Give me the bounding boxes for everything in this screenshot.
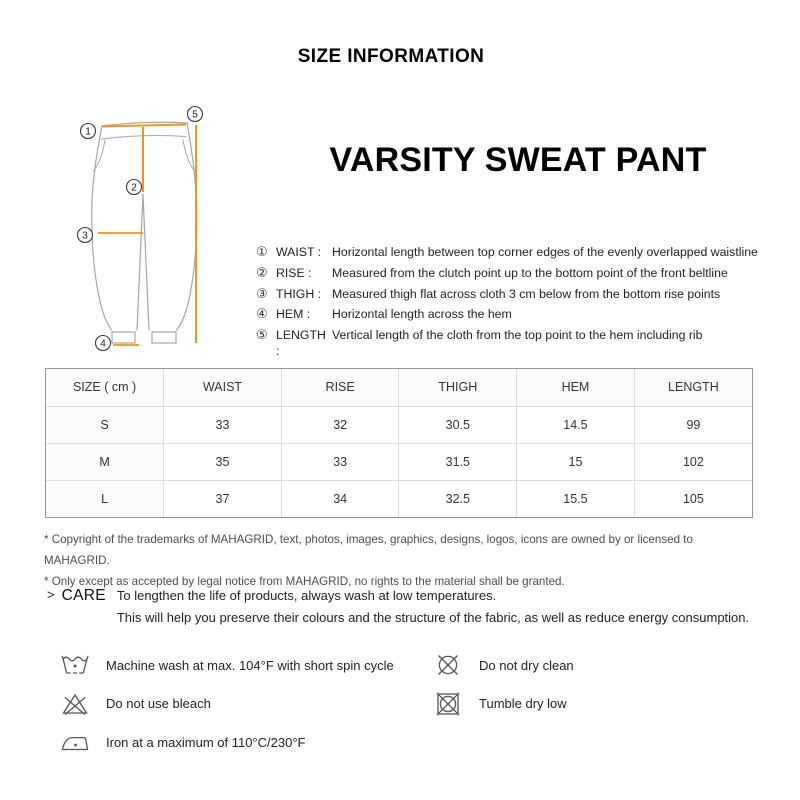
size-cell: M	[46, 443, 164, 480]
footnote-rights: * Only except as accepted by legal notice from MAHAGRID, no rights to the material shall be granted.	[44, 575, 565, 588]
table-row	[46, 406, 752, 443]
care-item-label: Do not use bleach	[106, 696, 211, 712]
value-cell: 105	[634, 480, 752, 517]
care-description	[117, 585, 749, 628]
tumble-dry-low-icon	[433, 691, 466, 717]
measurement-def-rise	[256, 265, 762, 286]
measurement-lines	[98, 125, 196, 346]
measurement-description: Horizontal length between top corner edges of the evenly overlapped waistline	[332, 245, 758, 259]
col-header-thigh: THIGH	[399, 369, 517, 406]
care-item-label: Machine wash at max. 104°F with short spin cycle	[106, 657, 394, 673]
circled-4: ④	[256, 306, 268, 322]
measurement-label: LENGTH :	[276, 328, 326, 359]
care-description-line: This will help you preserve their colours and the structure of the fabric, as well as reduce energy consumption.	[116, 609, 750, 625]
marker-1: 1	[85, 126, 91, 138]
value-cell: 33	[281, 443, 399, 480]
size-table-wrap	[45, 368, 753, 518]
care-item-label: Tumble dry low	[479, 696, 567, 712]
care-item-do-not-dry-clean	[433, 646, 763, 685]
measurement-description: Horizontal length across the hem	[332, 307, 512, 322]
care-section	[47, 585, 760, 628]
col-header-size: SIZE ( cm )	[46, 369, 164, 406]
measurement-def-waist	[256, 244, 762, 265]
circled-3: ③	[256, 285, 268, 301]
value-cell: 14.5	[517, 406, 635, 443]
care-title: CARE	[61, 587, 106, 604]
size-cell: S	[46, 406, 164, 443]
col-header-length: LENGTH	[634, 369, 752, 406]
col-header-waist: WAIST	[164, 369, 282, 406]
measurement-label: RISE :	[276, 265, 312, 280]
page-title: SIZE INFORMATION	[297, 46, 485, 67]
value-cell: 30.5	[399, 406, 517, 443]
measurement-definitions	[256, 244, 762, 359]
value-cell: 32	[281, 406, 399, 443]
value-cell: 15	[517, 443, 635, 480]
care-item-label: Iron at a maximum of 110°C/230°F	[106, 734, 306, 750]
value-cell: 34	[281, 480, 399, 517]
value-cell: 31.5	[399, 443, 517, 480]
measurement-label: WAIST :	[276, 245, 322, 259]
measurement-def-thigh	[256, 286, 762, 307]
circled-5: ⑤	[256, 327, 268, 343]
care-heading	[47, 585, 106, 628]
measurement-def-length	[256, 327, 762, 359]
value-cell: 102	[634, 443, 752, 480]
table-row	[46, 443, 752, 480]
table-row	[46, 480, 752, 517]
value-cell: 35	[164, 443, 282, 480]
machine-wash-icon	[60, 652, 93, 678]
chevron-right-icon: >	[47, 587, 55, 602]
care-item-machine-wash	[60, 646, 430, 685]
care-description-line: To lengthen the life of products, always wash at low temperatures.	[116, 588, 497, 603]
footnotes	[44, 529, 760, 592]
marker-5: 5	[192, 109, 198, 121]
measurement-label: THIGH :	[276, 286, 322, 301]
care-column-left	[60, 646, 430, 762]
do-not-bleach-icon	[60, 691, 93, 717]
product-name: VARSITY SWEAT PANT	[329, 141, 707, 179]
size-cell: L	[46, 480, 164, 517]
footnote-copyright: * Copyright of the trademarks of MAHAGRID, text, photos, images, graphics, designs, logos, icons are owned by or licensed to MAHAGRID.	[44, 533, 693, 567]
do-not-dry-clean-icon	[433, 652, 466, 678]
col-header-hem: HEM	[517, 369, 635, 406]
value-cell: 37	[164, 480, 282, 517]
col-header-rise: RISE	[281, 369, 399, 406]
marker-2: 2	[131, 182, 137, 194]
size-table-header-row	[46, 369, 752, 406]
value-cell: 15.5	[517, 480, 635, 517]
marker-4: 4	[100, 338, 106, 350]
iron-icon	[60, 729, 93, 755]
measurement-description: Measured thigh flat across cloth 3 cm below from the bottom rise points	[332, 286, 721, 301]
measurement-label: HEM :	[276, 307, 311, 322]
care-item-iron	[60, 723, 430, 762]
measurement-def-hem	[256, 306, 762, 327]
care-column-right	[433, 646, 763, 723]
marker-3: 3	[82, 230, 88, 242]
care-item-label: Do not dry clean	[479, 657, 574, 673]
circled-1: ①	[256, 244, 268, 259]
care-item-tumble-dry-low	[433, 685, 763, 724]
value-cell: 32.5	[399, 480, 517, 517]
pants-measurement-diagram	[55, 96, 240, 362]
circled-2: ②	[256, 264, 268, 280]
measurement-description: Vertical length of the cloth from the top point to the hem including rib	[332, 328, 703, 343]
size-table	[46, 369, 752, 517]
value-cell: 33	[164, 406, 282, 443]
care-item-do-not-bleach	[60, 685, 430, 724]
measurement-description: Measured from the clutch point up to the bottom point of the front beltline	[332, 265, 728, 280]
value-cell: 99	[634, 406, 752, 443]
